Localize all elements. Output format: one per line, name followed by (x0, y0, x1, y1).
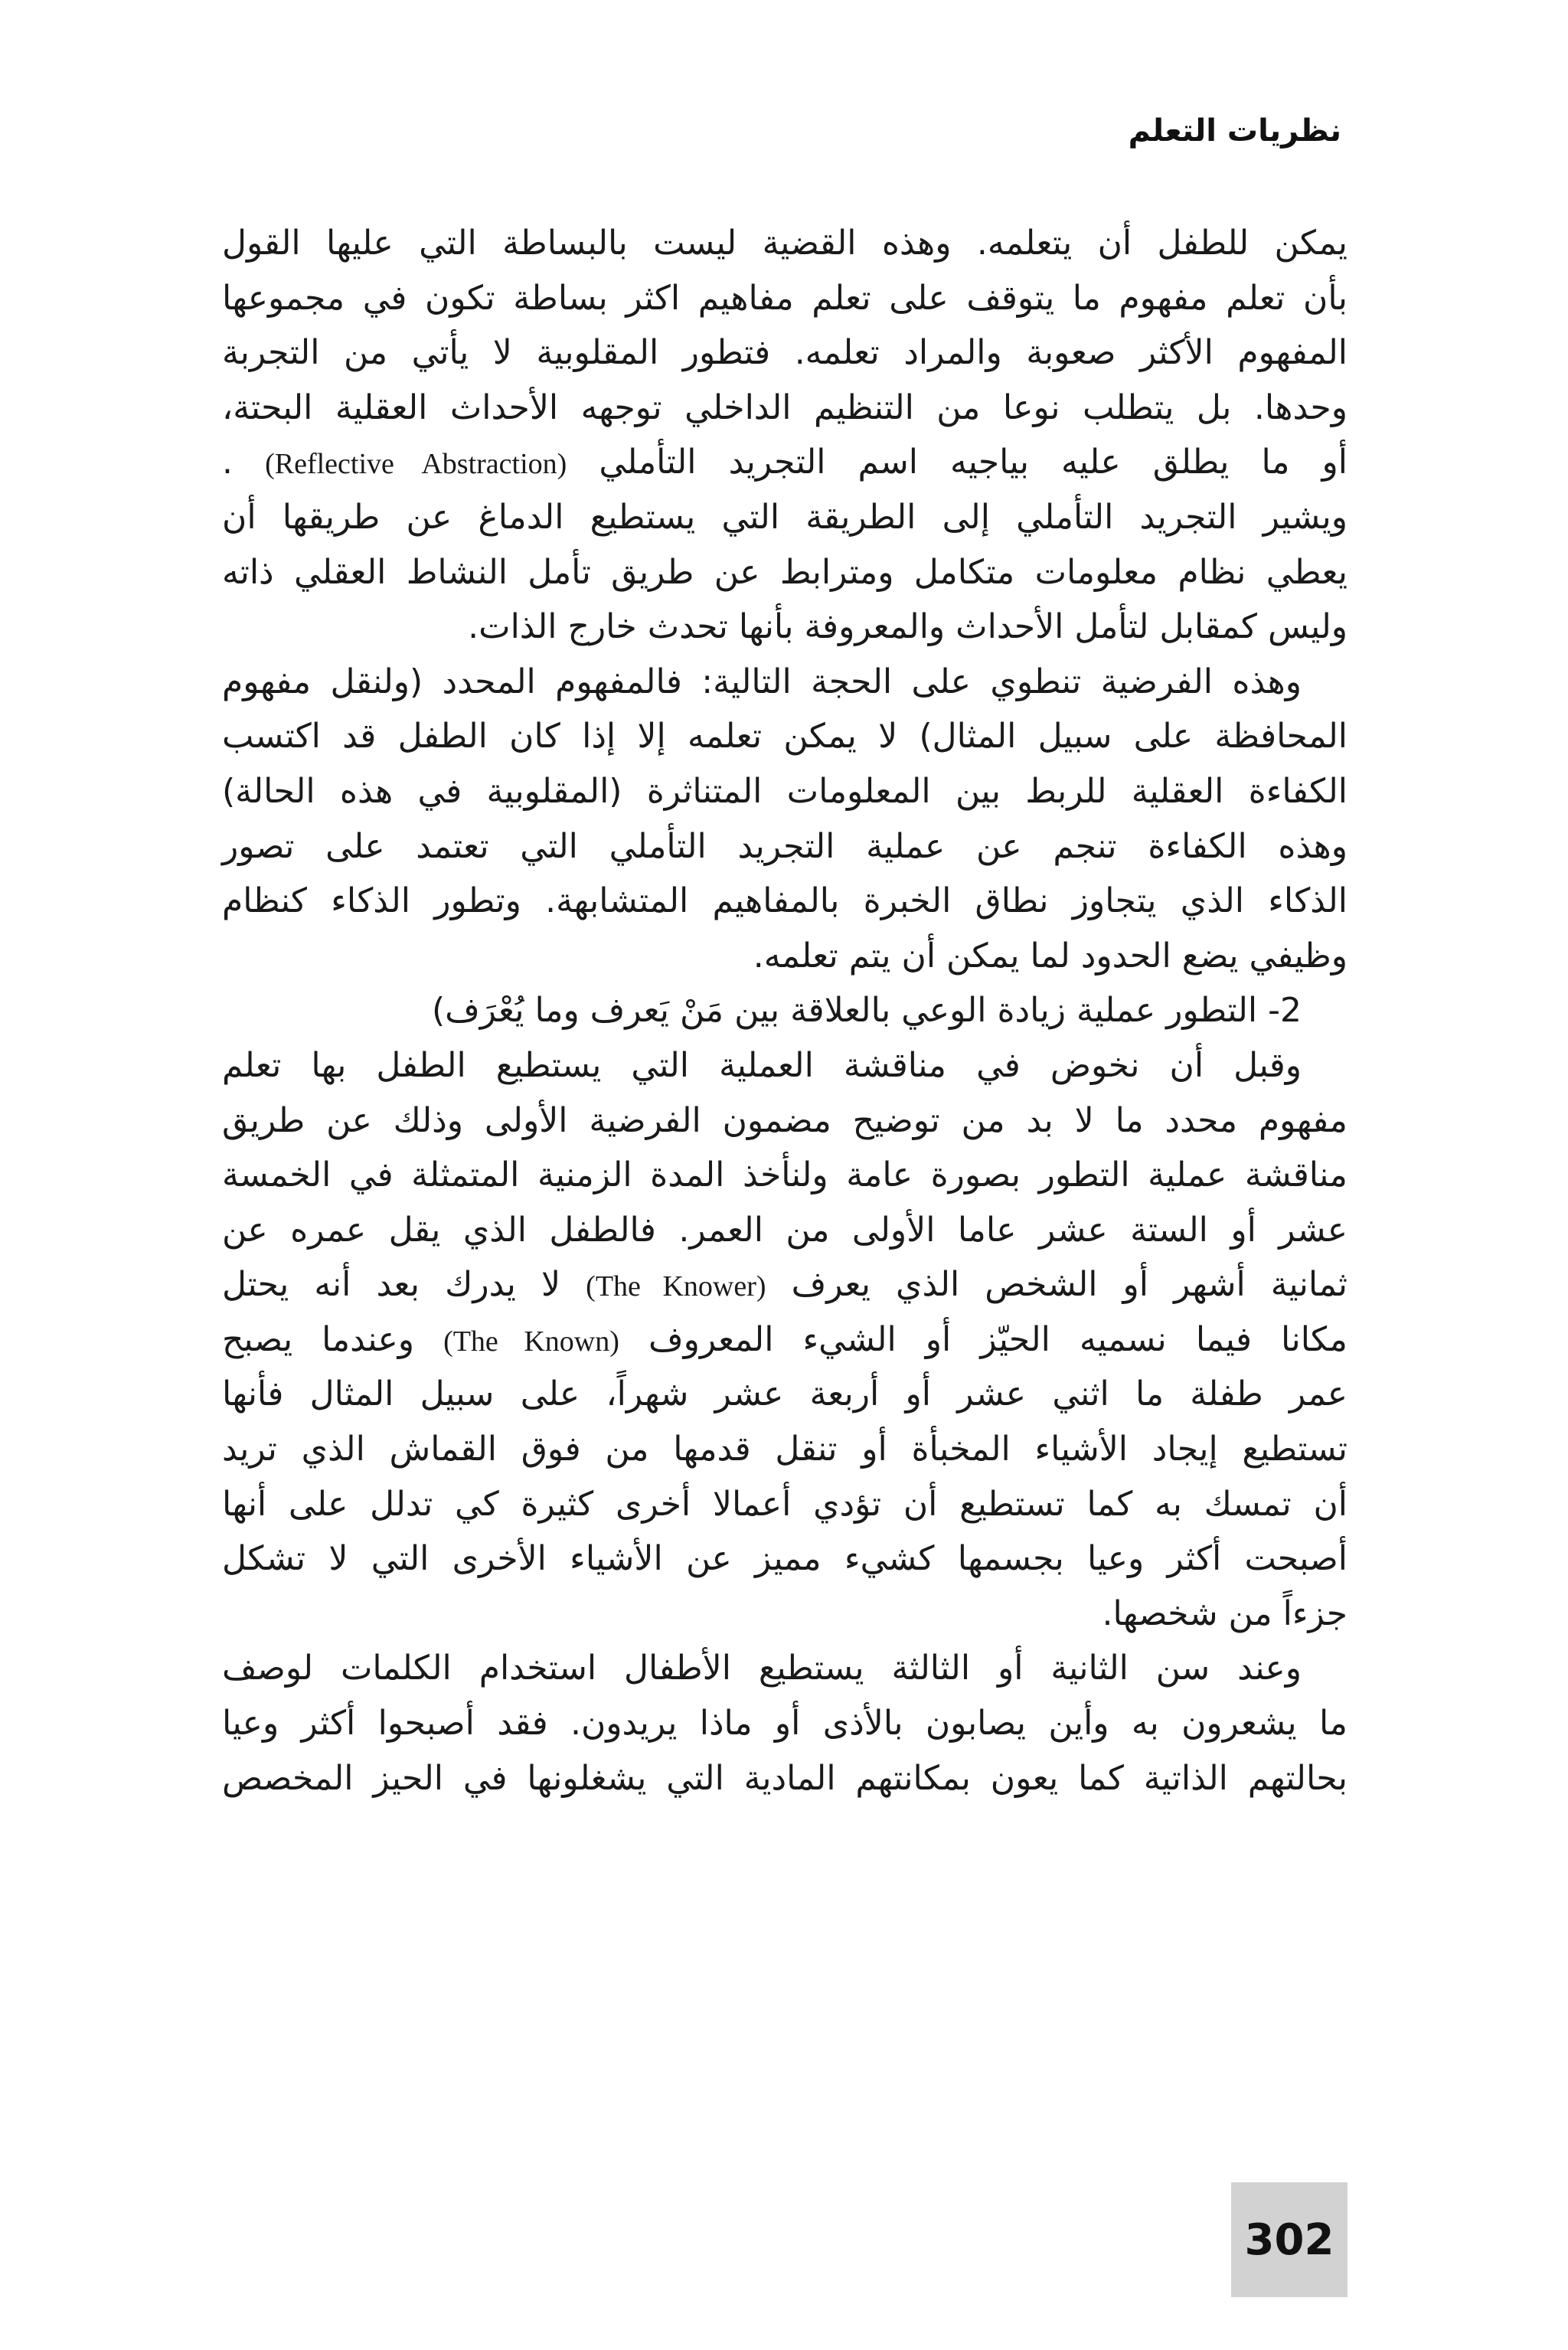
text-line: يعطي نظام معلومات متكامل ومترابط عن طريق تأمل النشاط العقلي ذاته (222, 552, 1348, 592)
text-line (222, 1312, 1348, 1368)
text-line: مفهوم محدد ما لا بد من توضيح مضمون الفرضية الأولى وذلك عن طريق (222, 1100, 1348, 1140)
text-line: عشر أو الستة عشر عاما الأولى من العمر. فالطفل الذي يقل عمره عن (222, 1210, 1348, 1250)
text-line: وقبل أن نخوض في مناقشة العملية التي يستطيع الطفل بها تعلم (222, 1045, 1302, 1085)
text-segment: ثمانية أشهر أو الشخص الذي يعرف (791, 1265, 1348, 1305)
text-line: الذكاء الذي يتجاوز نطاق الخبرة بالمفاهيم المتشابهة. وتطور الذكاء كنظام (222, 881, 1348, 921)
text-segment: وعندما يصبح (222, 1319, 414, 1359)
text-line (222, 1257, 1348, 1312)
text-line: يمكن للطفل أن يتعلمه. وهذه القضية ليست بالبساطة التي عليها القول (222, 224, 1348, 263)
text-line: عمر طفلة ما اثني عشر أو أربعة عشر شهراً، على سبيل المثال فأنها (222, 1374, 1348, 1414)
text-line: وليس كمقابل لتأمل الأحداث والمعروفة بأنها تحدث خارج الذات. (468, 607, 1348, 647)
text-line: وهذه الفرضية تنطوي على الحجة التالية: فالمفهوم المحدد (ولنقل مفهوم (222, 662, 1302, 701)
text-line: وعند سن الثانية أو الثالثة يستطيع الأطفال استخدام الكلمات لوصف (222, 1649, 1302, 1688)
running-title: نظريات التعلم (1128, 113, 1341, 149)
text-segment: لا يدرك بعد أنه يحتل (222, 1265, 561, 1305)
page-number-box (1231, 2182, 1348, 2297)
text-line (222, 435, 1348, 490)
latin-term: (The Knower) (586, 1270, 766, 1303)
body-text (222, 216, 1348, 1806)
latin-term: (The Known) (443, 1325, 619, 1358)
text-line: بأن تعلم مفهوم ما يتوقف على تعلم مفاهيم اكثر بساطة تكون في مجموعها (222, 278, 1348, 318)
text-line: تستطيع إيجاد الأشياء المخبأة أو تنقل قدمها من فوق القماش الذي تريد (222, 1430, 1348, 1469)
text-line: الكفاءة العقلية للربط بين المعلومات المتناثرة (المقلوبية في هذه الحالة) (222, 771, 1348, 811)
text-segment: مكانا فيما نسميه الحيّز أو الشيء المعروف (648, 1319, 1348, 1359)
text-line: مناقشة عملية التطور بصورة عامة ولنأخذ المدة الزمنية المتمثلة في الخمسة (222, 1155, 1348, 1195)
text-line: وظيفي يضع الحدود لما يمكن أن يتم تعلمه. (753, 936, 1348, 976)
text-line: وحدها. بل يتطلب نوعا من التنظيم الداخلي توجهه الأحداث العقلية البحتة، (222, 387, 1348, 427)
text-line: وهذه الكفاءة تنجم عن عملية التجريد التأملي التي تعتمد على تصور (222, 826, 1348, 866)
text-line: المفهوم الأكثر صعوبة والمراد تعلمه. فتطور المقلوبية لا يأتي من التجربة (222, 333, 1348, 373)
section-heading: 2- التطور عملية زيادة الوعي بالعلاقة بين مَنْ يَعرف وما يُعْرَف) (431, 991, 1302, 1031)
text-line: جزءاً من شخصها. (1102, 1593, 1348, 1633)
text-line: أصبحت أكثر وعيا بجسمها كشيء مميز عن الأشياء الأخرى التي لا تشكل (222, 1539, 1348, 1579)
text-line: بحالتهم الذاتية كما يعون بمكانتهم المادية التي يشغلونها في الحيز المخصص (222, 1758, 1348, 1798)
text-line: أن تمسك به كما تستطيع أن تؤدي أعمالا أخرى كثيرة كي تدلل على أنها (222, 1484, 1348, 1524)
text-segment: . (222, 443, 233, 482)
text-segment: أو ما يطلق عليه بياجيه اسم التجريد التأملي (599, 443, 1348, 482)
page-number: 302 (1244, 2214, 1334, 2265)
text-line: المحافظة على سبيل المثال) لا يمكن تعلمه إلا إذا كان الطفل قد اكتسب (222, 717, 1348, 757)
text-line: ويشير التجريد التأملي إلى الطريقة التي يستطيع الدماغ عن طريقها أن (222, 497, 1348, 537)
latin-term: (Reflective Abstraction) (265, 448, 567, 481)
text-line: ما يشعرون به وأين يصابون بالأذى أو ماذا يريدون. فقد أصبحوا أكثر وعيا (222, 1704, 1348, 1744)
